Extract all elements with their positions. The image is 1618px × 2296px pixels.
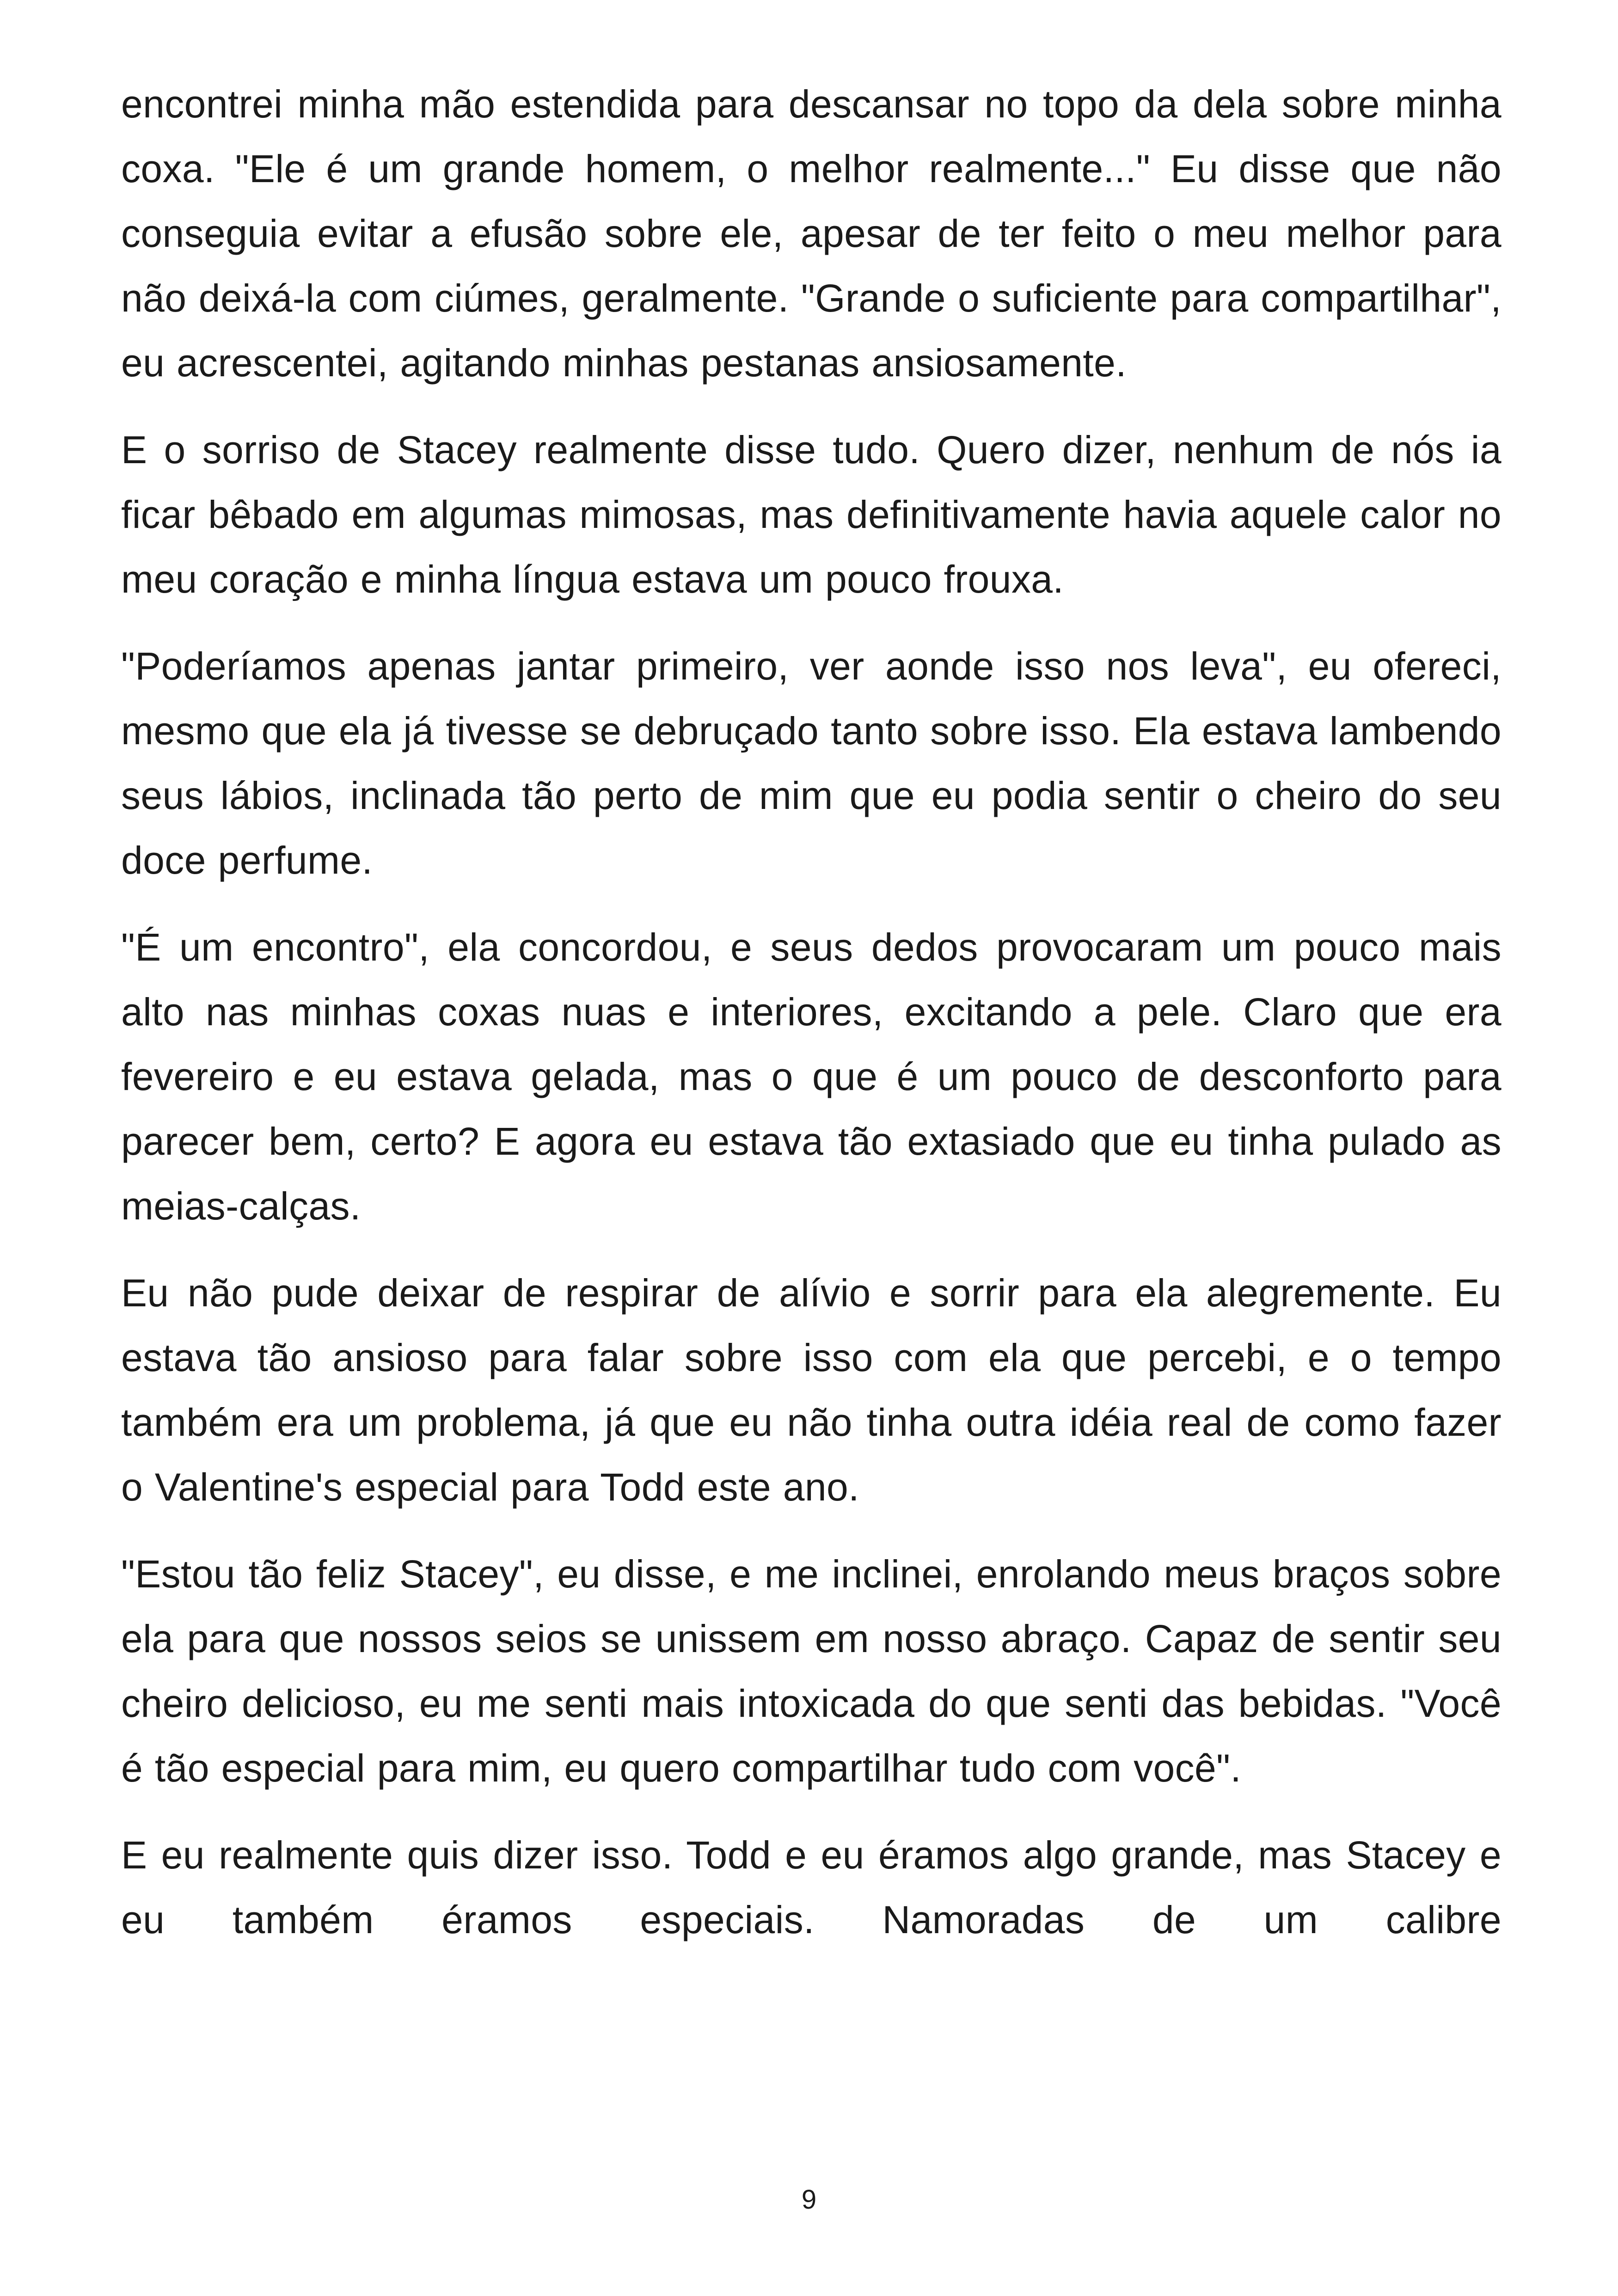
page-number: 9 [801,2185,817,2215]
paragraph-1: encontrei minha mão estendida para descansar no topo da dela sobre minha coxa. "Ele é um grande homem, o melhor realmente..." Eu disse que não conseguia evitar a efusão sobre ele, apesar de ter feito o meu melhor para não deixá-la com ciúmes, geralmente. "Grande o suficiente para compartilhar", eu acrescentei, agitando minhas pestanas ansiosamente. [121,82,1502,385]
body-text [121,72,1502,1974]
paragraph-2: E o sorriso de Stacey realmente disse tudo. Quero dizer, nenhum de nós ia ficar bêbado em algumas mimosas, mas definitivamente havia aquele calor no meu coração e minha língua estava um pouco frouxa. [121,428,1502,601]
paragraph-7: E eu realmente quis dizer isso. Todd e eu éramos algo grande, mas Stacey e eu também éramos especiais. Namoradas de um calibre [121,1833,1502,1941]
paragraph-3: "Poderíamos apenas jantar primeiro, ver aonde isso nos leva", eu ofereci, mesmo que ela já tivesse se debruçado tanto sobre isso. Ela estava lambendo seus lábios, inclinada tão perto de mim que eu podia sentir o cheiro do seu doce perfume. [121,644,1502,882]
paragraph-6: "Estou tão feliz Stacey", eu disse, e me inclinei, enrolando meus braços sobre ela para que nossos seios se unissem em nosso abraço. Capaz de sentir seu cheiro delicioso, eu me senti mais intoxicada do que senti das bebidas. "Você é tão especial para mim, eu quero compartilhar tudo com você". [121,1552,1502,1790]
paragraph-5: Eu não pude deixar de respirar de alívio e sorrir para ela alegremente. Eu estava tão ansioso para falar sobre isso com ela que percebi, e o tempo também era um problema, já que eu não tinha outra idéia real de como fazer o Valentine's especial para Todd este ano. [121,1271,1502,1509]
paragraph-4: "É um encontro", ela concordou, e seus dedos provocaram um pouco mais alto nas minhas coxas nuas e interiores, excitando a pele. Claro que era fevereiro e eu estava gelada, mas o que é um pouco de desconforto para parecer bem, certo? E agora eu estava tão extasiado que eu tinha pulado as meias-calças. [121,925,1502,1228]
